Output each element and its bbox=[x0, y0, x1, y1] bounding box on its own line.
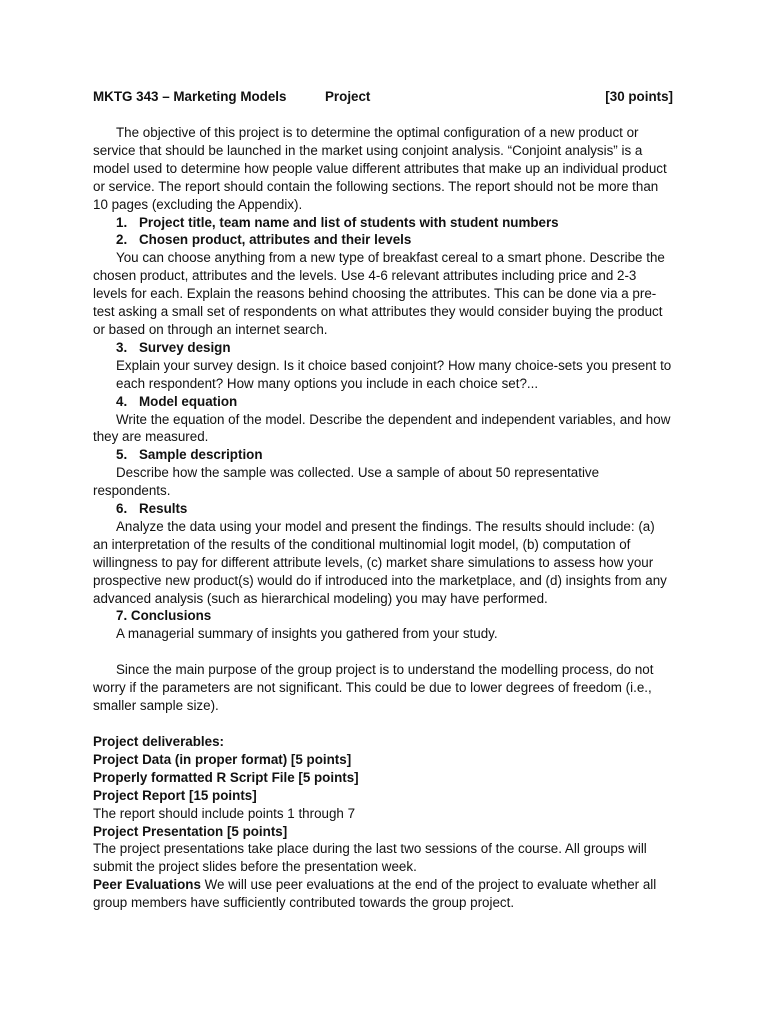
section-number: 1. bbox=[116, 214, 128, 230]
section-title: Chosen product, attributes and their levels bbox=[139, 232, 412, 248]
section-number: 2. bbox=[116, 232, 128, 248]
section-6-heading bbox=[93, 500, 673, 518]
section-number: 5. bbox=[116, 447, 128, 463]
section-7-heading bbox=[93, 607, 673, 625]
deliverable-data: Project Data (in proper format) [5 points] bbox=[93, 751, 352, 767]
course-title: MKTG 343 – Marketing Models bbox=[93, 89, 287, 104]
deliverable-presentation-body: The project presentations take place during the last two sessions of the course. All groups will submit the project slides before the presentation week. bbox=[93, 841, 647, 875]
section-5-body: Describe how the sample was collected. Use a sample of about 50 representative respondents. bbox=[93, 465, 600, 499]
section-title: Survey design bbox=[139, 339, 231, 355]
peer-evaluations-label: Peer Evaluations bbox=[93, 877, 201, 893]
spacer bbox=[93, 715, 673, 733]
deliverable-presentation: Project Presentation [5 points] bbox=[93, 823, 288, 839]
section-2-heading bbox=[93, 231, 673, 249]
project-label: Project bbox=[325, 89, 371, 104]
deliverable-report-body: The report should include points 1 through 7 bbox=[93, 805, 356, 821]
note-paragraph: Since the main purpose of the group project is to understand the modelling process, do not worry if the parameters are not significant. This could be due to lower degrees of freedom (i.e., smaller sample size). bbox=[93, 662, 654, 714]
section-4-body: Write the equation of the model. Describe the dependent and independent variables, and how they are measured. bbox=[93, 411, 671, 445]
section-3-heading bbox=[93, 339, 673, 357]
section-1-heading bbox=[93, 214, 673, 232]
peer-evaluations-body: We will use peer evaluations at the end of the project to evaluate whether all group members have sufficiently contributed towards the group project. bbox=[93, 877, 657, 911]
deliverables-heading: Project deliverables: bbox=[93, 734, 224, 749]
total-points: [30 points] bbox=[605, 89, 673, 104]
section-number: 4. bbox=[116, 393, 128, 409]
section-title: Results bbox=[139, 501, 188, 517]
section-3-body: Explain your survey design. Is it choice based conjoint? How many choice-sets you present to each respondent? How many options you include in each choice set?... bbox=[116, 357, 672, 391]
document-header bbox=[93, 88, 673, 106]
section-title: Model equation bbox=[139, 393, 238, 409]
section-number: 3. bbox=[116, 339, 128, 355]
section-2-body: You can choose anything from a new type of breakfast cereal to a smart phone. Describe the chosen product, attributes and the levels. Use 4-6 relevant attributes including price and 2-3 levels for each. Explain the reasons behind choosing the attributes. This can be done via a pre-test asking a small set of respondents on what attributes they would consider buying the product or based on through an internet search. bbox=[93, 250, 665, 337]
section-title: Project title, team name and list of students with student numbers bbox=[139, 214, 559, 230]
section-7-body: A managerial summary of insights you gathered from your study. bbox=[116, 626, 498, 642]
section-6-body: Analyze the data using your model and present the findings. The results should include: (a) an interpretation of the results of the conditional multinomial logit model, (b) computation of willingness to pay for different attribute levels, (c) market share simulations to assess how your prospective new product(s) would do if introduced into the marketplace, and (d) insights from any advanced analysis (such as hierarchical modeling) you may have performed. bbox=[93, 518, 667, 606]
deliverable-report: Project Report [15 points] bbox=[93, 787, 257, 803]
section-number: 7. bbox=[116, 608, 128, 624]
deliverable-script: Properly formatted R Script File [5 points] bbox=[93, 769, 359, 785]
section-4-heading bbox=[93, 393, 673, 411]
intro-paragraph: The objective of this project is to determine the optimal configuration of a new product or service that should be launched in the market using conjoint analysis. “Conjoint analysis” is a model used to determine how people value different attributes that make up an individual product or service. The report should contain the following sections. The report should not be more than 10 pages (excluding the Appendix). bbox=[93, 125, 667, 212]
section-title: Sample description bbox=[139, 447, 263, 463]
section-title: Conclusions bbox=[130, 608, 212, 624]
section-5-heading bbox=[93, 446, 673, 464]
spacer bbox=[93, 643, 673, 661]
peer-evaluations-paragraph bbox=[93, 876, 673, 912]
section-number: 6. bbox=[116, 501, 128, 517]
